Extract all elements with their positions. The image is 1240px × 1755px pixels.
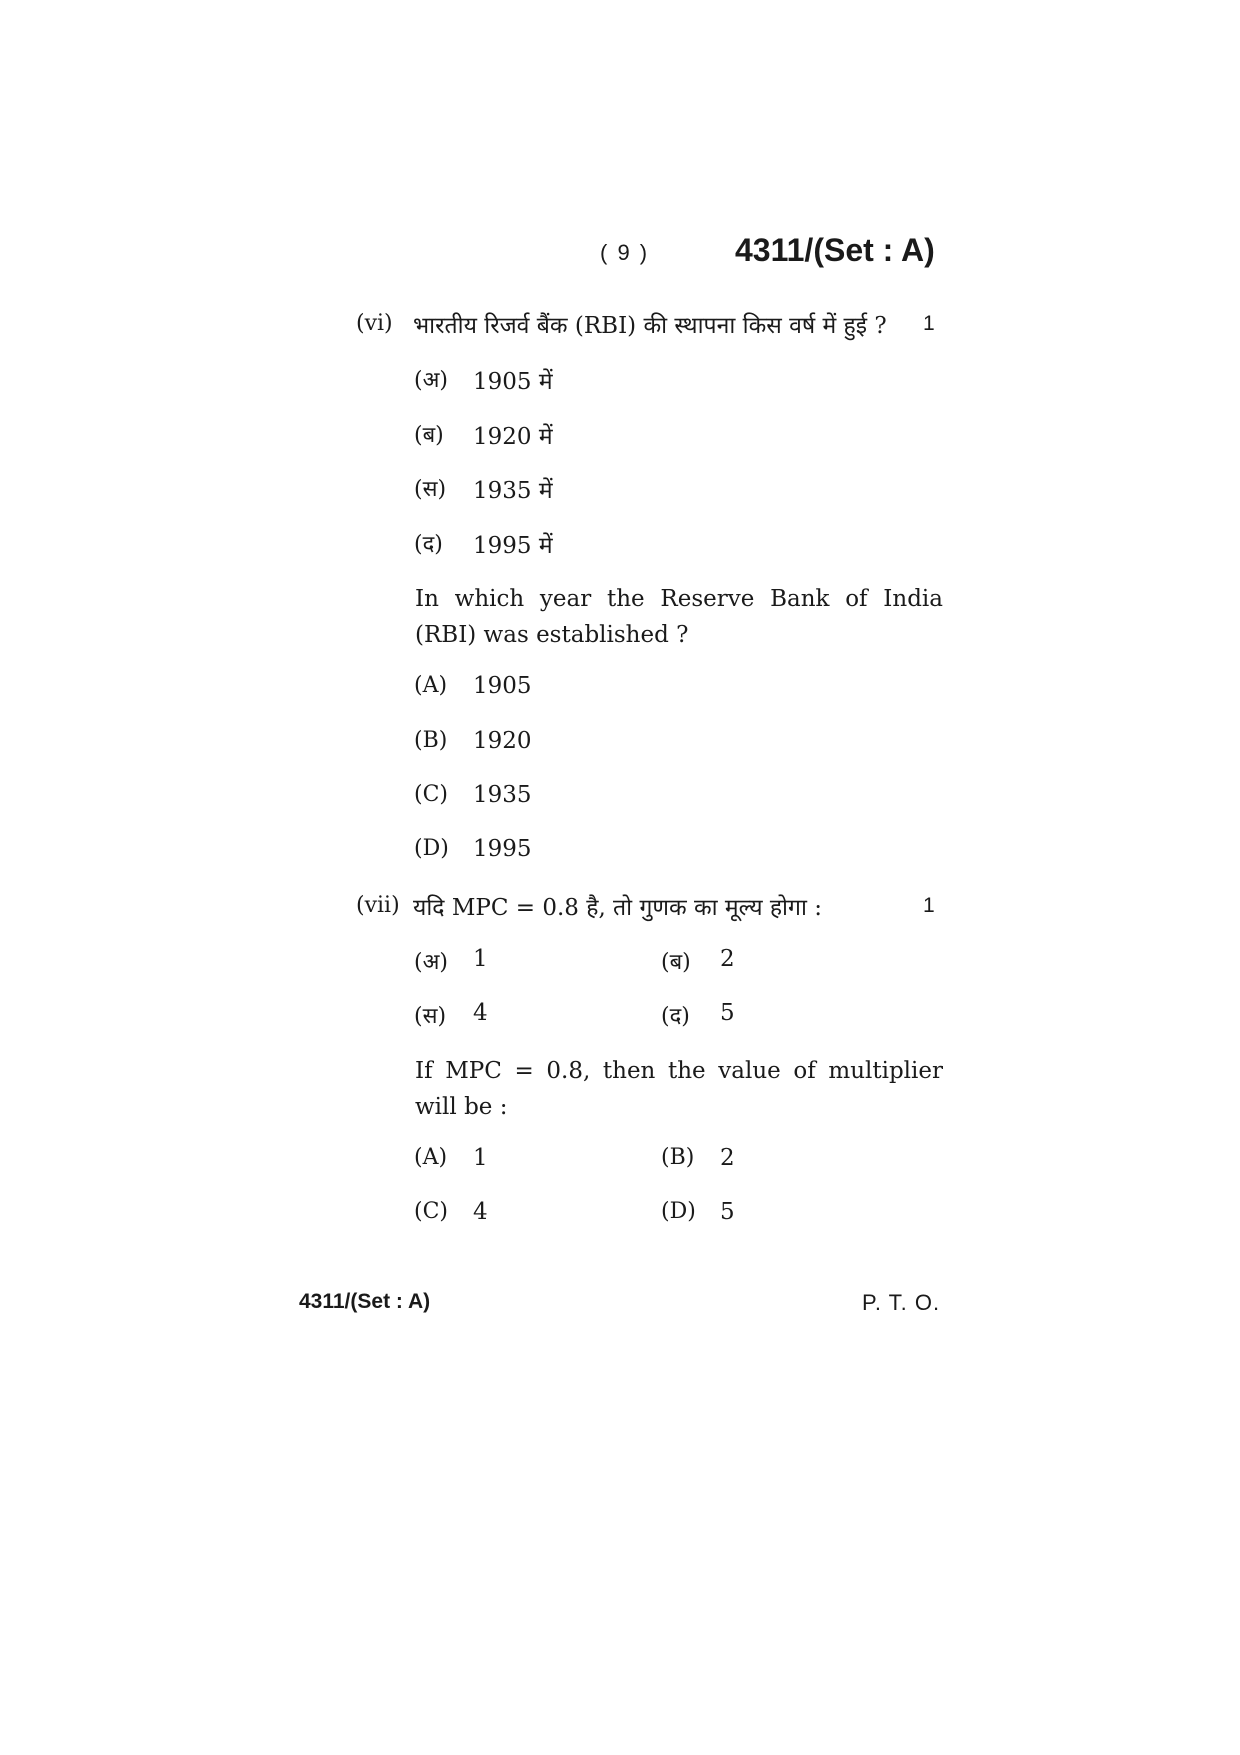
question-number-vii: (vii)	[356, 893, 400, 918]
question-vi-english-line-1: In which year the Reserve Bank of India	[415, 586, 943, 612]
option-label: (स)	[414, 1004, 447, 1029]
option-label: (ब)	[414, 423, 444, 448]
option-label: (C)	[414, 782, 448, 807]
option-label: (ब)	[661, 950, 691, 975]
question-vii-hindi-text: यदि MPC = 0.8 है, तो गुणक का मूल्य होगा :	[413, 895, 822, 921]
option-label: (द)	[414, 532, 443, 557]
pto-label: P. T. O.	[862, 1290, 941, 1315]
question-vi-hindi-text: भारतीय रिजर्व बैंक (RBI) की स्थापना किस वर्ष में हुई ?	[413, 313, 887, 339]
option-label: (अ)	[414, 950, 448, 975]
question-number-vi: (vi)	[356, 311, 393, 336]
question-vi-english-line-2: (RBI) was established ?	[415, 622, 689, 648]
paper-code-header: 4311/(Set : A)	[735, 232, 935, 268]
option-label: (अ)	[414, 368, 448, 393]
option-value: 4	[473, 1199, 488, 1225]
question-vii-marks: 1	[923, 894, 935, 917]
option-value: 1920 में	[473, 424, 553, 450]
option-value: 1	[473, 946, 488, 972]
page-number: ( 9 )	[600, 240, 650, 265]
option-value: 1905 में	[473, 369, 553, 395]
option-label: (D)	[661, 1199, 696, 1224]
option-value: 4	[473, 1000, 488, 1026]
option-label: (C)	[414, 1199, 448, 1224]
option-value: 1	[473, 1145, 488, 1171]
option-label: (A)	[414, 1145, 448, 1170]
option-value: 1995 में	[473, 533, 553, 559]
option-value: 1935	[473, 782, 532, 808]
question-vii-english-text	[415, 1053, 943, 1125]
option-value: 5	[720, 1000, 735, 1026]
option-value: 5	[720, 1199, 735, 1225]
option-value: 2	[720, 946, 735, 972]
question-vii-english-line-2: will be :	[415, 1094, 508, 1120]
option-value: 2	[720, 1145, 735, 1171]
option-label: (B)	[414, 728, 448, 753]
option-label: (A)	[414, 673, 448, 698]
question-vi-marks: 1	[923, 312, 935, 335]
option-value: 1920	[473, 728, 532, 754]
question-vi-english-text	[415, 581, 943, 653]
option-value: 1995	[473, 836, 532, 862]
option-label: (द)	[661, 1004, 690, 1029]
option-value: 1905	[473, 673, 532, 699]
option-label: (D)	[414, 836, 449, 861]
option-value: 1935 में	[473, 478, 553, 504]
question-vii-english-line-1: If MPC = 0.8, then the value of multiplier	[415, 1058, 943, 1084]
option-label: (स)	[414, 477, 447, 502]
paper-code-footer: 4311/(Set : A)	[299, 1290, 431, 1313]
option-label: (B)	[661, 1145, 695, 1170]
